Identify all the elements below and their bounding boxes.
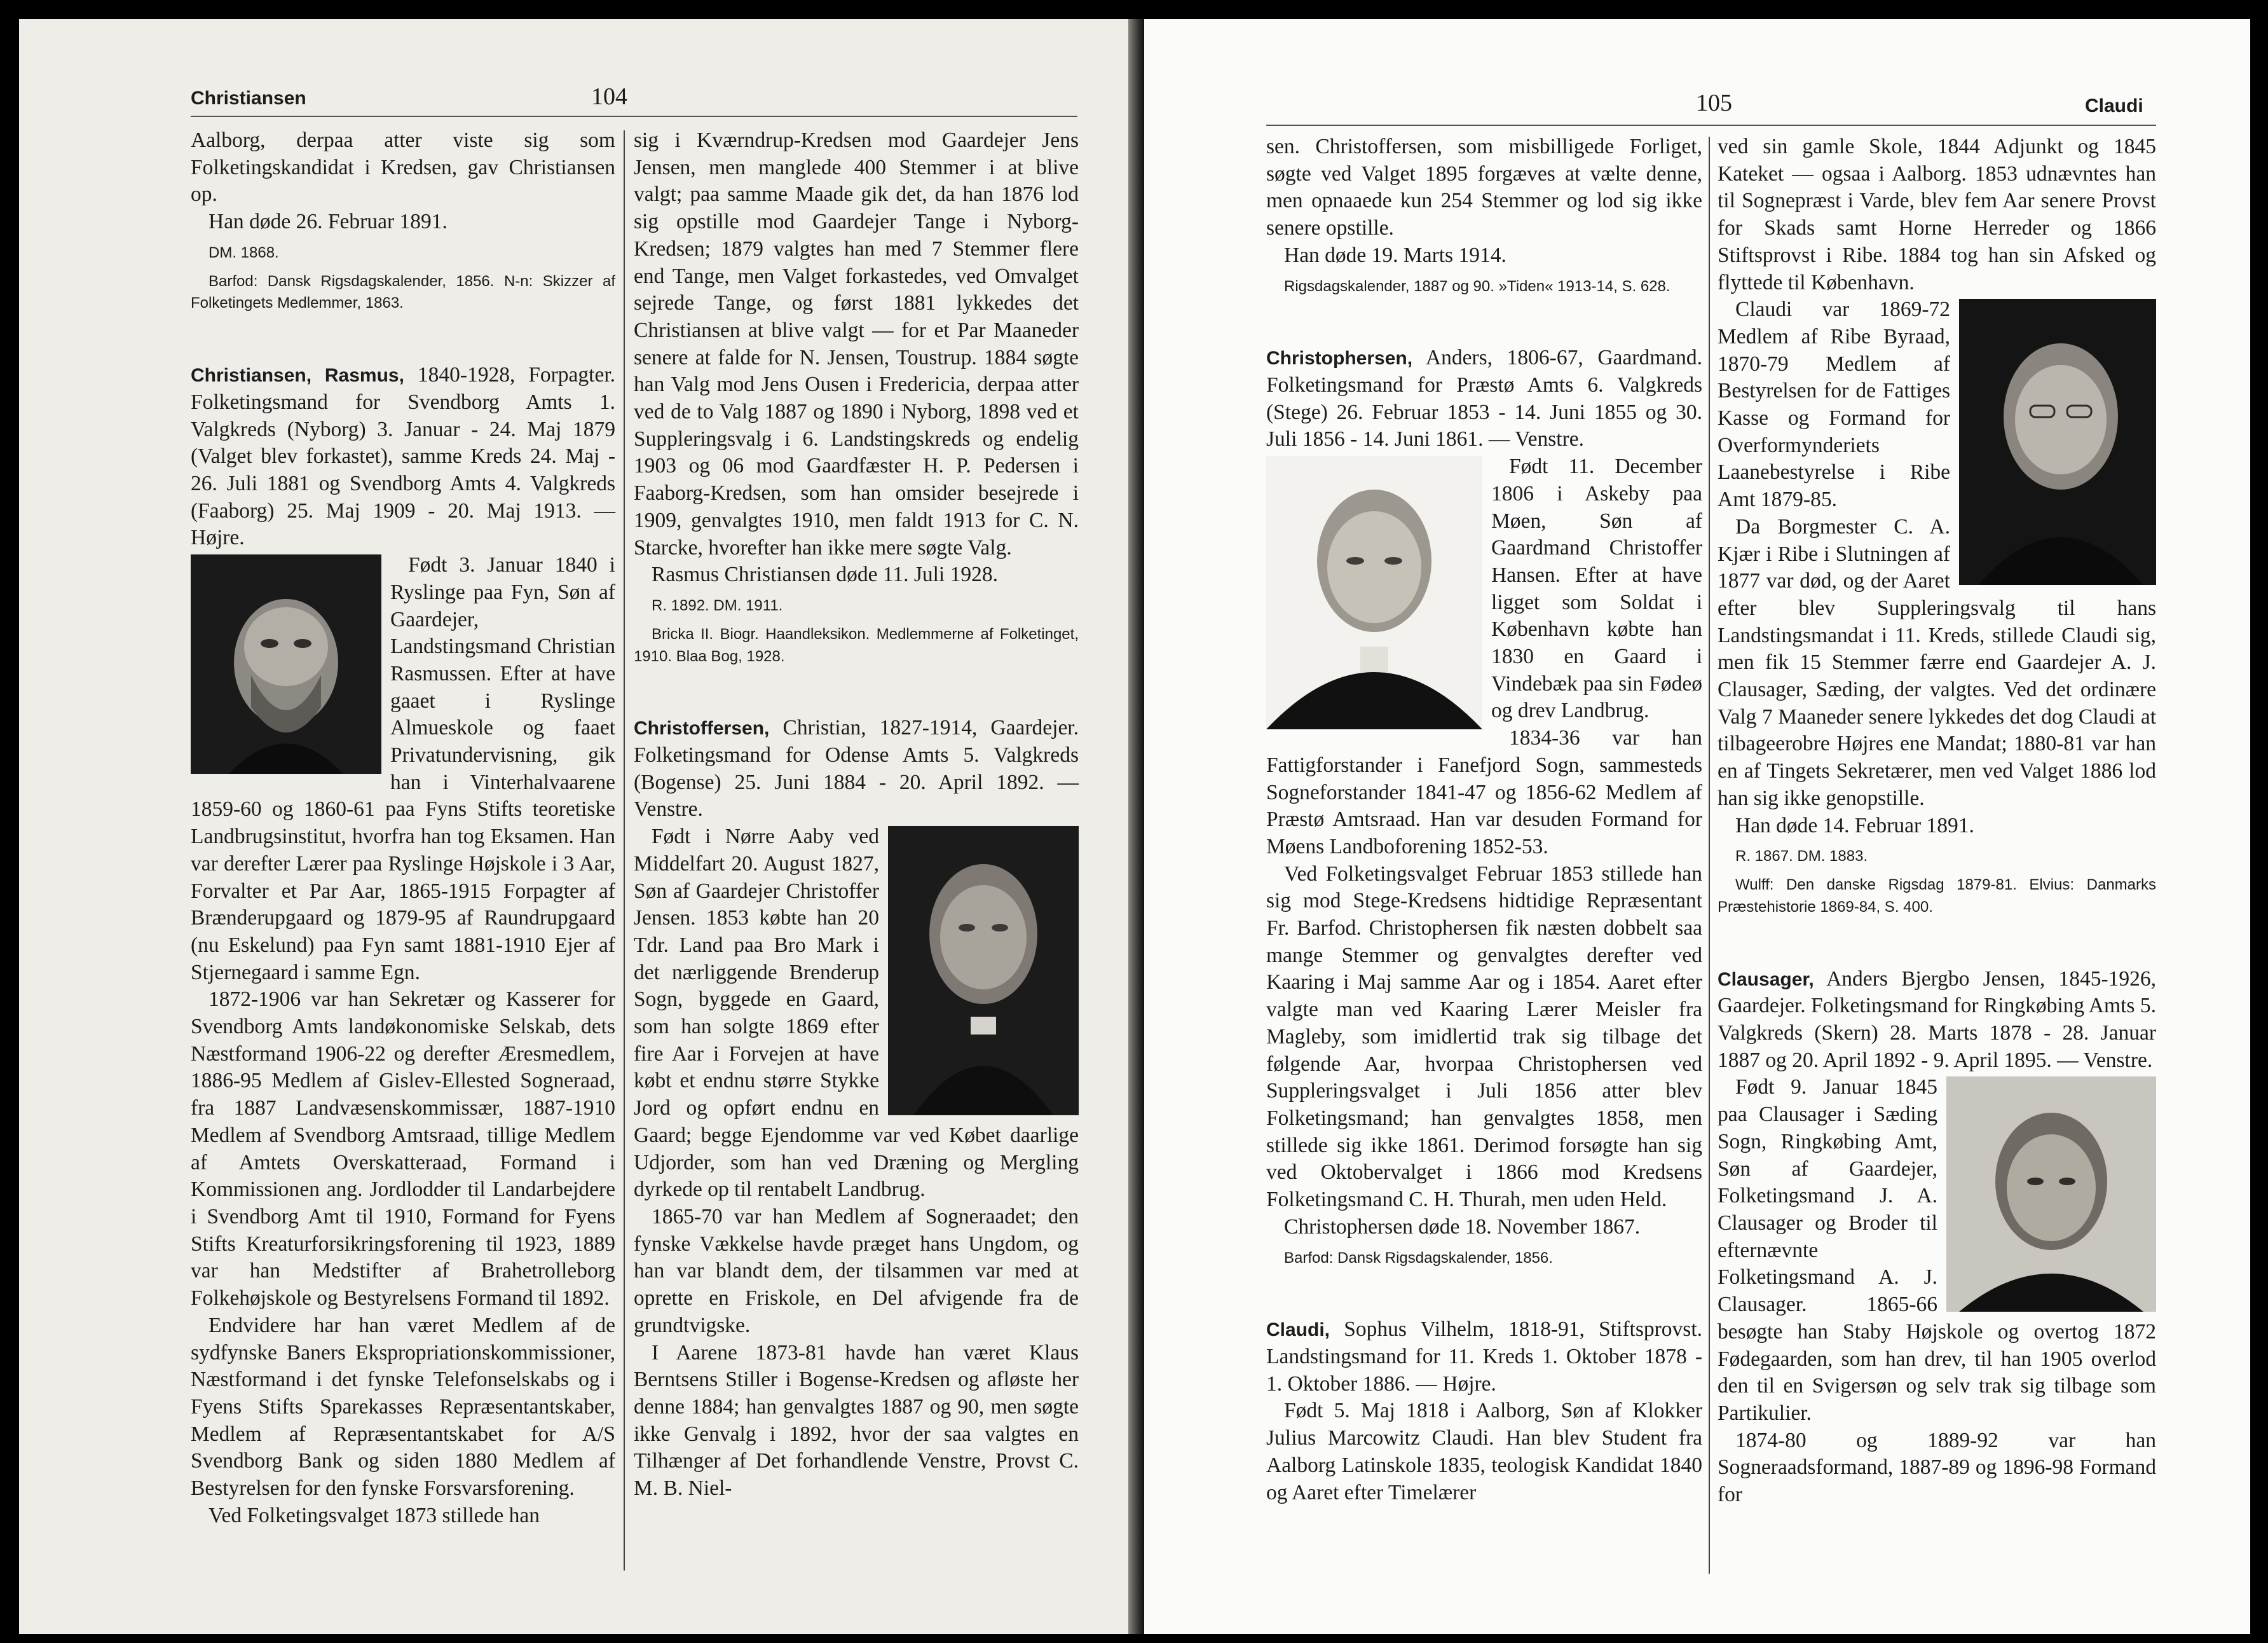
paragraph: Født 5. Maj 1818 i Aalborg, Søn af Klokker Julius Marcowitz Claudi. Han blev Student fra Aalborg Latinskole 1835, teologisk Kandidat 1840 og Aaret efter Timelærer bbox=[1266, 1399, 1702, 1504]
paragraph: Aalborg, derpaa atter viste sig som Folketingskandidat i Kredsen, gav Christiansen op. bbox=[191, 128, 615, 207]
paragraph: Ved Folketingsvalget 1873 stillede han bbox=[208, 1503, 540, 1527]
reference: Barfod: Dansk Rigsdagskalender, 1856. N-n: Skizzer af Folketingets Medlemmer, 1863. bbox=[191, 272, 615, 312]
page-number-right: 105 bbox=[1696, 90, 1732, 116]
paragraph: 1874-80 og 1889-92 var han Sogneraadsformand, 1887-89 og 1896-98 Formand for bbox=[1718, 1428, 2156, 1507]
entry-headword: Christophersen, bbox=[1266, 348, 1413, 369]
paragraph: Christophersen døde 18. November 1867. bbox=[1284, 1214, 1641, 1239]
paragraph: Da Borgmester C. A. Kjær i Ribe i Slutningen af 1877 var død, og der Aaret efter blev Suppleringsvalg til hans Landstingsmandat i 11. Kreds, stillede Claudi sig, men fik 15 Stemmer færre end Gaardejer A. J. Clausager, Sæding, der valgtes. Ved det ordinære Valg 7 Maaneder senere lykkedes det dog Claudi at tilbageerobre Højres ene Mandat; 1880-81 var han en af Tingets Sekretærer, men ved Valget 1886 lod han sig ikke genopstille. bbox=[1718, 514, 2156, 810]
reference: Rigsdagskalender, 1887 og 90. »Tiden« 1913-14, S. 628. bbox=[1284, 277, 1670, 295]
left-page-header bbox=[19, 64, 1128, 114]
entry-intro bbox=[1718, 966, 2156, 1075]
header-rule-right bbox=[1266, 125, 2156, 126]
header-rule-left bbox=[191, 116, 1077, 117]
entry-headword: Christoffersen, bbox=[634, 718, 770, 739]
entry-summary: Sophus Vilhelm, 1818-91, Stiftsprovst. Landstingsmand for 11. Kreds 1. Oktober 1878 - 1. Oktober 1886. — Højre. bbox=[1266, 1317, 1702, 1396]
left-page bbox=[19, 19, 1128, 1634]
right-column-1 bbox=[1266, 134, 1702, 1506]
entry-headword: Claudi, bbox=[1266, 1319, 1330, 1341]
paragraph: 1865-70 var han Medlem af Sogneraadet; den fynske Vækkelse havde præget hans Ungdom, og han var blandt dem, der tilsammen var med at oprette en Friskole, en Del afvigende fra de grundtvigske. bbox=[634, 1205, 1079, 1337]
reference: Barfod: Dansk Rigsdagskalender, 1856. bbox=[1284, 1249, 1553, 1267]
reference: R. 1867. DM. 1883. bbox=[1735, 848, 1868, 865]
entry-intro bbox=[1266, 345, 1702, 453]
page-number-left: 104 bbox=[591, 83, 627, 110]
entry-intro bbox=[1266, 1316, 1702, 1398]
left-column-1 bbox=[191, 127, 615, 1529]
paragraph: 1834-36 var han Fattigforstander i Fanefjord Sogn, sammesteds Sogneforstander 1841-47 og 1856-62 Medlem af Præstø Amtsraad. Han var desuden Formand for Møens Landboforening 1852-53. bbox=[1266, 726, 1702, 858]
column-divider bbox=[1709, 137, 1710, 1574]
portrait-photo bbox=[1266, 456, 1482, 729]
paragraph: I Aarene 1873-81 havde han været Klaus Berntsens Stiller i Bogense-Kredsen og afløste her denne 1884; han genvalgtes 1887 og 90, men søgte ikke Genvalg i 1892, hvor der saa valgtes en Tilhænger af Det forhandlende Venstre, Provst C. M. B. Niel- bbox=[634, 1340, 1079, 1501]
paragraph: Han døde 26. Februar 1891. bbox=[208, 210, 447, 234]
portrait-photo bbox=[888, 826, 1079, 1115]
paragraph: sen. Christoffersen, som misbilligede Forliget, søgte ved Valget 1895 forgæves at vælte denne, men opnaaede kun 254 Stemmer og lod sig ikke senere opstille. bbox=[1266, 135, 1702, 240]
entry-intro bbox=[191, 362, 615, 552]
entry-headword: Christiansen, Rasmus, bbox=[191, 365, 404, 387]
paragraph: Han døde 19. Marts 1914. bbox=[1284, 243, 1506, 267]
right-page bbox=[1144, 19, 2250, 1634]
paragraph: Ved Folketingsvalget Februar 1853 stillede han sig mod Stege-Kredsens hidtidige Repræsentant Fr. Barfod. Christophersen fik næsten dobbelt saa mange Stemmer og genvalgtes derefter ved Kaaring i Maj samme Aar og i 1854. Aaret efter valgte man ved Kaaring Lærer Meisler fra Magleby, som imidlertid trak sig tilbage det følgende Aar, hvorpaa Christophersen ved Suppleringsvalget i Juli 1856 atter blev Folketingsmand; han genvalgtes 1858, men stillede sig ikke 1861. Derimod forsøgte han sig ved Oktobervalget i 1866 mod Kredsens Folketingsmand C. H. Thurah, men uden Held. bbox=[1266, 862, 1702, 1212]
paragraph: Født 3. Januar 1840 i Ryslinge paa Fyn, Søn af Gaardejer, Landstingsmand Christian Rasmussen. Efter at have gaaet i Ryslinge Almueskole og faaet Privatundervisning, gik han i Vinterhalvaarene 1859-60 og 1860-61 paa Fyns Stifts teoretiske Landbrugsinstitut, hvorfra han tog Eksamen. Han var derefter Lærer paa Ryslinge Højskole i 3 Aar, Forvalter et Par Aar, 1865-1915 Forpagter af Brænderupgaard og 1879-95 af Raundrupgaard (nu Eskelund) paa Fyn samt 1881-1910 Ejer af Stjernegaard i samme Egn. bbox=[191, 553, 615, 984]
paragraph: Født 9. Januar 1845 paa Clausager i Sæding Sogn, Ringkøbing Amt, Søn af Gaardejer, Folketingsmand J. A. Clausager og Broder til efternævnte Folketingsmand A. J. Clausager. 1865-66 besøgte han Staby Højskole og overtog 1872 Fødegaarden, som han drev, til han 1905 overlod den til en Svigersøn og selv trak sig tilbage som Partikulier. bbox=[1718, 1075, 2156, 1425]
paragraph: Født i Nørre Aaby ved Middelfart 20. August 1827, Søn af Gaardejer Christoffer Jensen. 1853 købte han 20 Tdr. Land paa Bro Mark i det nærliggende Brenderup Sogn, byggede en Gaard, som han solgte 1869 efter fire Aar i Forvejen at have købt et endnu større Stykke Jord og opført endnu en Gaard; begge Ejendomme var ved Købet daarlige Udjorder, som han ved Dræning og Mergling dyrkede op til rentabelt Landbrug. bbox=[634, 825, 1079, 1202]
entry-summary: Anders, 1806-67, Gaardmand. Folketingsmand for Præstø Amts 6. Valgkreds (Stege) 26. Februar 1853 - 14. Juni 1855 og 30. Juli 1856 - 14. Juni 1861. — Venstre. bbox=[1266, 346, 1702, 451]
book-spine bbox=[1128, 19, 1144, 1634]
paragraph: Han døde 14. Februar 1891. bbox=[1735, 813, 1974, 837]
portrait-photo bbox=[1959, 299, 2156, 585]
reference: DM. 1868. bbox=[208, 244, 279, 261]
reference: Wulff: Den danske Rigsdag 1879-81. Elvius: Danmarks Præstehistorie 1869-84, S. 400. bbox=[1718, 876, 2156, 916]
entry-intro bbox=[634, 715, 1079, 823]
left-column-2 bbox=[634, 127, 1079, 1502]
portrait-photo bbox=[191, 554, 381, 774]
running-head-left: Christiansen bbox=[191, 88, 306, 109]
paragraph: Endvidere har han været Medlem af de sydfynske Baners Ekspropriationskommissioner, Næstformand i det fynske Telefonselskabs og i Fyens Stifts Sparekasses Repræsentantskaber, Medlem af Repræsentantskabet for A/S Svendborg Bank og siden 1880 Medlem af Bestyrelsen for den fynske Forsvarsforening. bbox=[191, 1313, 615, 1501]
entry-headword: Clausager, bbox=[1718, 968, 1814, 990]
portrait-photo bbox=[1946, 1076, 2156, 1312]
paragraph: Født 11. December 1806 i Askeby paa Møen, Søn af Gaardmand Christoffer Hansen. Efter at have ligget som Soldat i København købte han 1830 en Gaard i Vindebæk paa sin Fødeø og drev Landbrug. bbox=[1491, 455, 1702, 723]
reference: R. 1892. DM. 1911. bbox=[652, 596, 783, 614]
column-divider bbox=[624, 130, 625, 1571]
running-head-right: Claudi bbox=[2085, 95, 2143, 116]
paragraph: ved sin gamle Skole, 1844 Adjunkt og 1845 Kateket — ogsaa i Aalborg. 1853 udnævntes han til Sognepræst i Varde, blev fem Aar senere Provst for Skads samt Horne Herreder og 1866 Stiftsprovst i Ribe. 1884 tog han sin Afsked og flyttede til København. bbox=[1718, 135, 2156, 294]
entry-summary: Anders Bjergbo Jensen, 1845-1926, Gaardejer. Folketingsmand for Ringkøbing Amts 5. Valgkreds (Skern) 28. Marts 1878 - 28. Januar 1887 og 20. April 1892 - 9. April 1895. — Venstre. bbox=[1718, 966, 2156, 1072]
right-column-2 bbox=[1718, 134, 2156, 1509]
paragraph: sig i Kværndrup-Kredsen mod Gaardejer Jens Jensen, men manglede 400 Stemmer i at blive valgt; paa samme Maade gik det, da han 1876 lod sig opstille mod Gaardejer Tange i Nyborg-Kredsen; 1879 valgtes han med 7 Stemmer flere end Tange, men Valget forkastedes, ved Omvalget sejrede Tange, og først 1881 lykkedes det Christiansen at blive valgt — for et Par Maaneder senere at falde for N. Jensen, Toustrup. 1884 søgte han Valg mod Jens Ousen i Fredericia, derpaa atter ved de to Valg 1887 og 1890 i Nyborg, 1898 ved et Suppleringsvalg i 6. Landstingskreds og endelig 1903 og 06 mod Gaardfæster H. P. Pedersen i Faaborg-Kredsen, som han omsider besejrede i 1909, genvalgtes 1910, men faldt 1913 for C. N. Starcke, hvorefter han ikke mere søgte Valg. bbox=[634, 128, 1079, 560]
entry-summary: Christian, 1827-1914, Gaardejer. Folketingsmand for Odense Amts 5. Valgkreds (Bogense) 25. Juni 1884 - 20. April 1892. — Venstre. bbox=[634, 716, 1079, 822]
reference: Bricka II. Biogr. Haandleksikon. Medlemmerne af Folketinget, 1910. Blaa Bog, 1928. bbox=[634, 625, 1079, 665]
entry-summary: 1840-1928, Forpagter. Folketingsmand for Svendborg Amts 1. Valgkreds (Nyborg) 3. Januar - 24. Maj 1879 (Valget blev forkastet), samme Kreds 24. Maj - 26. Juli 1881 og Svendborg Amts 4. Valgkreds (Faaborg) 25. Maj 1909 - 20. Maj 1913. — Højre. bbox=[191, 363, 616, 550]
right-page-header bbox=[1144, 64, 2250, 114]
paragraph: Claudi var 1869-72 Medlem af Ribe Byraad, 1870-79 Medlem af Bestyrelsen for de Fattiges Kasse og Formand for Overformynderiets Laanebestyrelse i Ribe Amt 1879-85. bbox=[1718, 298, 1950, 512]
paragraph: 1872-1906 var han Sekretær og Kasserer for Svendborg Amts landøkonomiske Selskab, dets Næstformand 1906-22 og derefter Æresmedlem, 1886-95 Medlem af Gislev-Ellested Sogneraad, fra 1887 Landvæsenskommissær, 1887-1910 Medlem af Svendborg Amtsraad, tillige Medlem af Amtets Overskatteraad, Formand i Kommissionen ang. Jordlodder til Landarbejdere i Svendborg Amt til 1910, Formand for Fyens Stifts Kreaturforsikringsforening til 1923, 1889 var han Medstifter af Brahetrolleborg Folkehøjskole og Bestyrelsens Formand til 1892. bbox=[191, 987, 615, 1310]
paragraph: Rasmus Christiansen døde 11. Juli 1928. bbox=[652, 563, 998, 587]
